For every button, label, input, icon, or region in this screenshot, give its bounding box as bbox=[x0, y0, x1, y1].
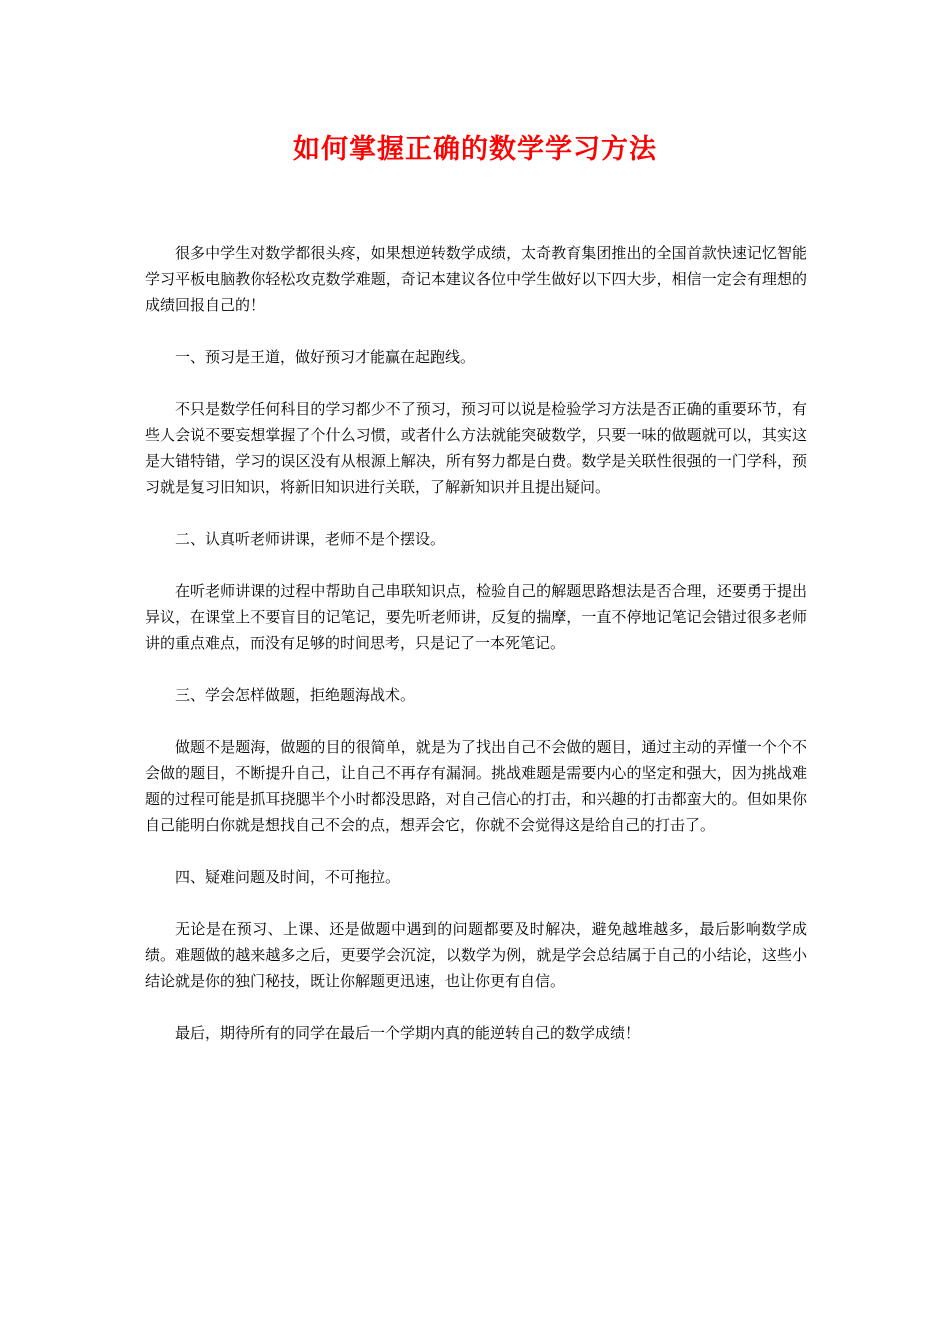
section-paragraph-4: 无论是在预习、上课、还是做题中遇到的问题都要及时解决，避免越堆越多，最后影响数学成绩。难题做的越来越多之后，更要学会沉淀，以数学为例，就是学会总结属于自己的小结论，这些小结论就是你的独门秘技，既让你解题更迅速，也让你更有自信。 bbox=[145, 920, 807, 990]
page-title: 如何掌握正确的数学学习方法 bbox=[293, 134, 657, 165]
section-heading-3: 三、学会怎样做题，拒绝题海战术。 bbox=[175, 686, 416, 704]
section-heading-2: 二、认真听老师讲课，老师不是个摆设。 bbox=[175, 530, 446, 548]
section-paragraph-1: 不只是数学任何科目的学习都少不了预习，预习可以说是检验学习方法是否正确的重要环节，有些人会说不要妄想掌握了个什么习惯，或者什么方法就能突破数学，只要一味的做题就可以，其实这是大错特错，学习的误区没有从根源上解决，所有努力都是白费。数学是关联性很强的一门学科，预习就是复习旧知识，将新旧知识进行关联，了解新知识并且提出疑问。 bbox=[145, 400, 807, 496]
document-body bbox=[145, 240, 807, 1072]
section-paragraph-3: 做题不是题海，做题的目的很简单，就是为了找出自己不会做的题目，通过主动的弄懂一个个不会做的题目，不断提升自己，让自己不再存有漏洞。挑战难题是需要内心的坚定和强大，因为挑战难题的过程可能是抓耳挠腮半个小时都没思路，对自己信心的打击，和兴趣的打击都蛮大的。但如果你自己能明白你就是想找自己不会的点，想弄会它，你就不会觉得这是给自己的打击了。 bbox=[145, 738, 807, 834]
section-heading-4: 四、疑难问题及时间，不可拖拉。 bbox=[175, 868, 401, 886]
closing-paragraph: 最后，期待所有的同学在最后一个学期内真的能逆转自己的数学成绩！ bbox=[175, 1024, 641, 1042]
intro-paragraph: 很多中学生对数学都很头疼，如果想逆转数学成绩，太奇教育集团推出的全国首款快速记忆智能学习平板电脑教你轻松攻克数学难题，奇记本建议各位中学生做好以下四大步，相信一定会有理想的成绩回报自己的！ bbox=[145, 244, 807, 314]
section-heading-1: 一、预习是王道，做好预习才能赢在起跑线。 bbox=[175, 348, 476, 366]
section-paragraph-2: 在听老师讲课的过程中帮助自己串联知识点，检验自己的解题思路想法是否合理，还要勇于提出异议，在课堂上不要盲目的记笔记，要先听老师讲，反复的揣摩，一直不停地记笔记会错过很多老师讲的重点难点，而没有足够的时间思考，只是记了一本死笔记。 bbox=[145, 582, 807, 652]
